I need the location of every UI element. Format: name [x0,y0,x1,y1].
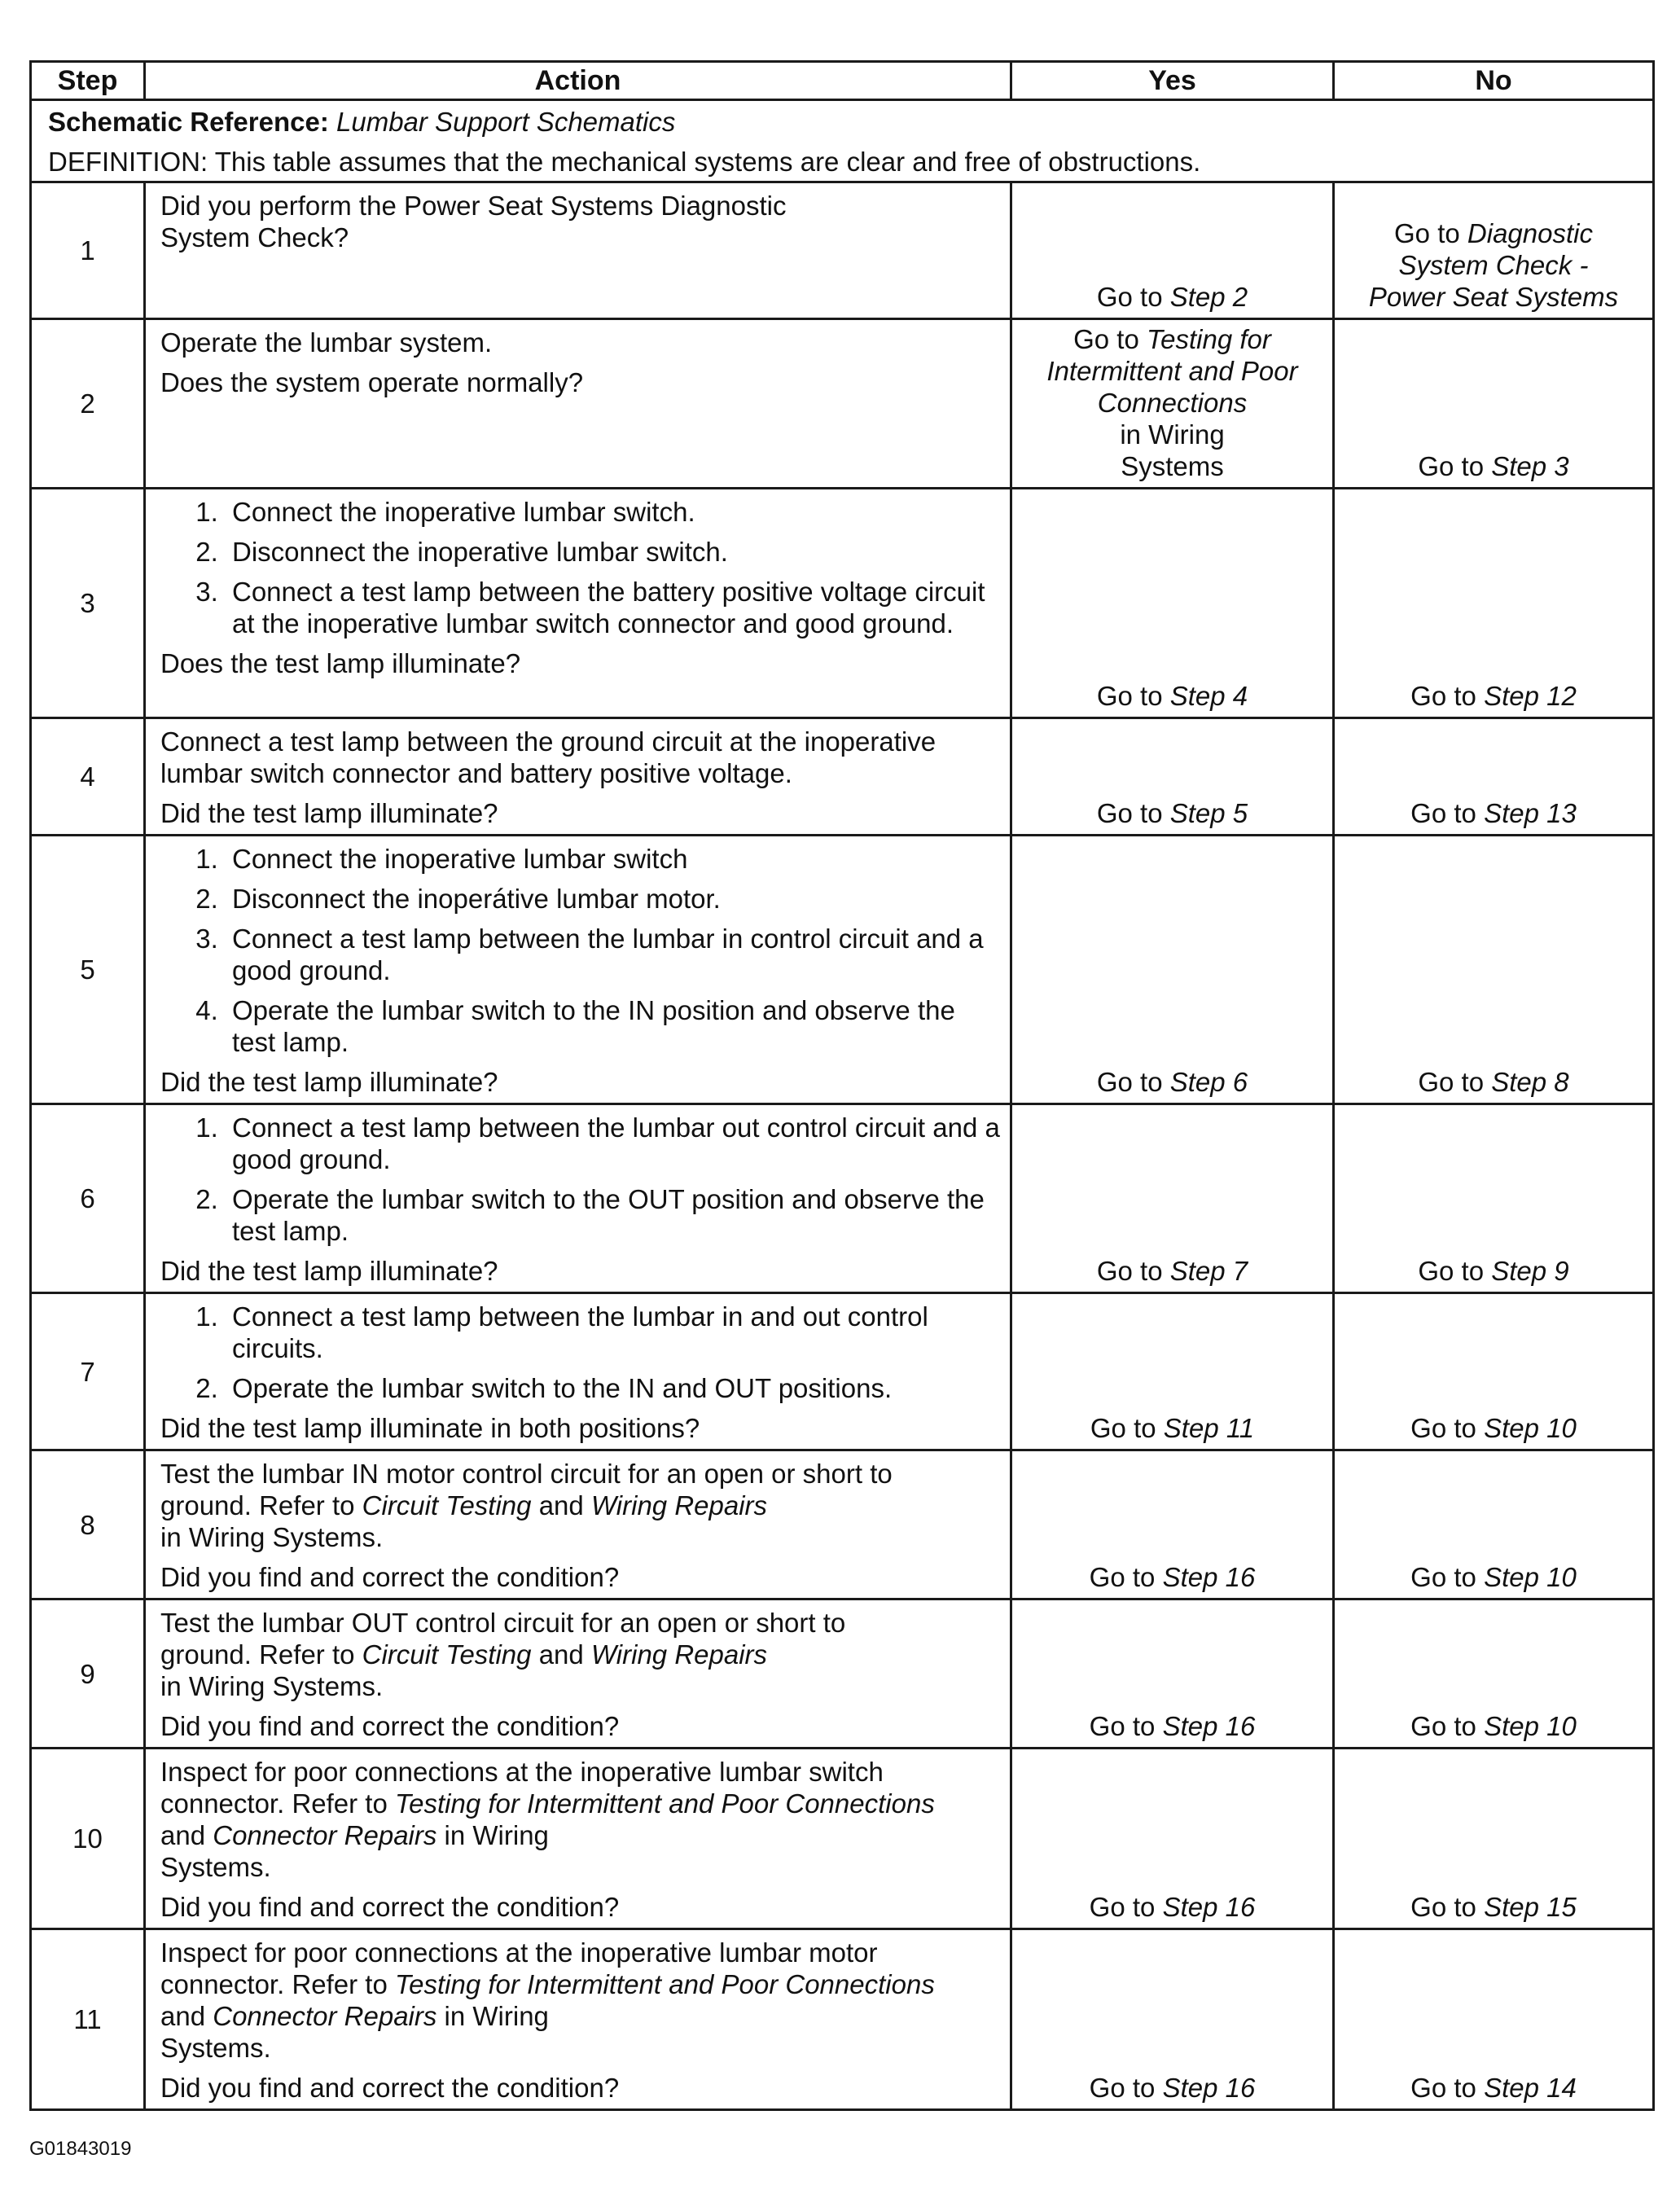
table-row [31,1929,1654,2110]
schematic-label: Schematic Reference: [48,107,329,137]
action-cell [145,1450,1011,1599]
action-text: Test the lumbar OUT control circuit for an open or short to ground. Refer to Circuit Testing and Wiring Repairs in Wiring Systems. [160,1608,846,1701]
header-yes: Yes [1011,62,1334,100]
step-number: 4 [31,718,145,836]
yes-link[interactable]: Step 16 [1162,2073,1256,2103]
no-link[interactable]: Step 13 [1484,798,1577,828]
list-item: 3. Connect a test lamp between the battery positive voltage circuit at the inoperative lumbar switch connector and good ground. [226,576,1002,639]
instruction-list [160,1301,1002,1404]
document-id: G01843019 [29,2138,132,2160]
step-number: 10 [31,1749,145,1929]
no-link[interactable]: Step 9 [1491,1256,1569,1286]
testing-intermittent-link[interactable]: Testing for Intermittent and Poor Connections [395,1788,935,1819]
definition-text: DEFINITION: This table assumes that the mechanical systems are clear and free of obstructions. [48,147,1201,177]
reference-cell [31,100,1654,182]
no-cell: Go to Step 8 [1334,836,1654,1104]
circuit-testing-link[interactable]: Circuit Testing [362,1490,532,1520]
no-link[interactable]: Step 8 [1491,1067,1569,1097]
yes-link[interactable]: Step 11 [1163,1413,1255,1443]
yes-link[interactable]: Step 5 [1169,798,1248,828]
step-number: 2 [31,319,145,489]
step-number: 7 [31,1293,145,1450]
table-row [31,319,1654,489]
wiring-repairs-link[interactable]: Wiring Repairs [590,1639,768,1670]
header-no: No [1334,62,1654,100]
step-number: 11 [31,1929,145,2110]
no-cell: Go to Step 12 [1334,489,1654,718]
question-text: Did you find and correct the condition? [160,2073,620,2103]
step-number: 6 [31,1104,145,1293]
yes-cell: Go to Step 5 [1011,718,1334,836]
yes-cell: Go to Step 16 [1011,1450,1334,1599]
no-cell: Go to Step 9 [1334,1104,1654,1293]
reference-row [31,100,1654,182]
testing-intermittent-link[interactable]: Testing for Intermittent and Poor Connections [395,1969,935,1999]
yes-link[interactable]: Step 2 [1169,282,1248,312]
instruction-list [160,496,1002,639]
question-text: Did the test lamp illuminate in both positions? [160,1413,700,1443]
instruction-list [160,843,1002,1058]
list-item: 3. Connect a test lamp between the lumbar in control circuit and a good ground. [226,923,1002,986]
connector-repairs-link[interactable]: Connector Repairs [213,2001,437,2031]
no-cell: Go to Step 15 [1334,1749,1654,1929]
question-text: Did you perform the Power Seat Systems Diagnostic System Check? [160,191,787,252]
header-row [31,62,1654,100]
yes-link[interactable]: Testing for Intermittent and Poor Connections [1046,324,1298,418]
list-item: 1. Connect the inoperative lumbar switch [226,843,1002,875]
action-cell [145,319,1011,489]
table-row [31,489,1654,718]
list-item: 1. Connect the inoperative lumbar switch. [226,496,1002,528]
yes-cell: Go to Step 16 [1011,1929,1334,2110]
table-row [31,1293,1654,1450]
table-row [31,836,1654,1104]
list-item: 1. Connect a test lamp between the lumbar in and out control circuits. [226,1301,1002,1364]
no-cell: Go to Step 10 [1334,1293,1654,1450]
yes-cell: Go to Step 16 [1011,1749,1334,1929]
action-cell [145,1293,1011,1450]
page [29,60,1652,2111]
no-cell: Go to Step 10 [1334,1599,1654,1749]
yes-cell: Go to Step 11 [1011,1293,1334,1450]
list-item: 2. Disconnect the inoperative lumbar switch. [226,536,1002,568]
no-link[interactable]: Step 10 [1484,1562,1577,1592]
yes-link[interactable]: Step 6 [1169,1067,1248,1097]
question-text: Does the test lamp illuminate? [160,648,521,678]
yes-cell: Go to Step 6 [1011,836,1334,1104]
question-text: Did you find and correct the condition? [160,1892,620,1922]
no-link[interactable]: Diagnostic System Check - Power Seat Systems [1368,218,1619,312]
table-row [31,1104,1654,1293]
action-text: Inspect for poor connections at the inoperative lumbar motor connector. Refer to Testing for Intermittent and Poor Connections and Connector Repairs in Wiring Systems. [160,1937,935,2063]
list-item: 2. Operate the lumbar switch to the OUT position and observe the test lamp. [226,1183,1002,1247]
header-step: Step [31,62,145,100]
no-link[interactable]: Step 12 [1484,681,1577,711]
list-item: 1. Connect a test lamp between the lumbar out control circuit and a good ground. [226,1112,1002,1175]
table-row [31,1599,1654,1749]
no-cell: Go to Diagnostic System Check - Power Seat Systems [1334,182,1654,319]
step-number: 1 [31,182,145,319]
question-text: Does the system operate normally? [160,367,584,397]
yes-link[interactable]: Step 16 [1162,1711,1256,1741]
action-cell [145,1749,1011,1929]
action-cell [145,1929,1011,2110]
no-link[interactable]: Step 14 [1484,2073,1577,2103]
table-row [31,182,1654,319]
action-cell [145,718,1011,836]
question-text: Did the test lamp illuminate? [160,1256,498,1286]
action-cell [145,182,1011,319]
action-cell [145,1104,1011,1293]
list-item: 4. Operate the lumbar switch to the IN position and observe the test lamp. [226,994,1002,1058]
step-number: 3 [31,489,145,718]
yes-link[interactable]: Step 7 [1169,1256,1248,1286]
no-cell: Go to Step 3 [1334,319,1654,489]
yes-cell: Go to Testing for Intermittent and Poor Connections in Wiring Systems [1011,319,1334,489]
action-text: Test the lumbar IN motor control circuit for an open or short to ground. Refer to Circuit Testing and Wiring Repairs in Wiring Systems. [160,1459,893,1552]
question-text: Did the test lamp illuminate? [160,1067,498,1097]
wiring-repairs-link[interactable]: Wiring Repairs [590,1490,768,1520]
no-cell: Go to Step 10 [1334,1450,1654,1599]
yes-link[interactable]: Step 16 [1162,1562,1256,1592]
action-text: Operate the lumbar system. [160,327,493,358]
circuit-testing-link[interactable]: Circuit Testing [362,1639,532,1670]
action-cell [145,1599,1011,1749]
yes-cell: Go to Step 16 [1011,1599,1334,1749]
action-cell [145,836,1011,1104]
table-row [31,1450,1654,1599]
diagnostic-table [29,60,1655,2111]
list-item: 2. Disconnect the inoperátive lumbar motor. [226,883,1002,915]
yes-link[interactable]: Step 16 [1162,1892,1256,1922]
question-text: Did you find and correct the condition? [160,1562,620,1592]
yes-link[interactable]: Step 4 [1169,681,1248,711]
question-text: Did the test lamp illuminate? [160,798,498,828]
schematic-link[interactable]: Lumbar Support Schematics [336,107,676,137]
action-cell [145,489,1011,718]
step-number: 5 [31,836,145,1104]
yes-cell: Go to Step 4 [1011,489,1334,718]
connector-repairs-link[interactable]: Connector Repairs [213,1820,437,1850]
no-cell: Go to Step 14 [1334,1929,1654,2110]
action-text: Connect a test lamp between the ground circuit at the inoperative lumbar switch connector and battery positive voltage. [160,726,937,788]
step-number: 9 [31,1599,145,1749]
step-number: 8 [31,1450,145,1599]
question-text: Did you find and correct the condition? [160,1711,620,1741]
no-link[interactable]: Step 3 [1491,451,1569,481]
list-item: 2. Operate the lumbar switch to the IN and OUT positions. [226,1372,1002,1404]
header-action: Action [145,62,1011,100]
no-link[interactable]: Step 10 [1484,1711,1577,1741]
no-link[interactable]: Step 10 [1484,1413,1577,1443]
no-cell: Go to Step 13 [1334,718,1654,836]
table-row [31,1749,1654,1929]
no-link[interactable]: Step 15 [1484,1892,1577,1922]
table-row [31,718,1654,836]
action-text: Inspect for poor connections at the inoperative lumbar switch connector. Refer to Testing for Intermittent and Poor Connections and Connector Repairs in Wiring Systems. [160,1757,935,1882]
yes-cell: Go to Step 2 [1011,182,1334,319]
instruction-list [160,1112,1002,1247]
yes-cell: Go to Step 7 [1011,1104,1334,1293]
